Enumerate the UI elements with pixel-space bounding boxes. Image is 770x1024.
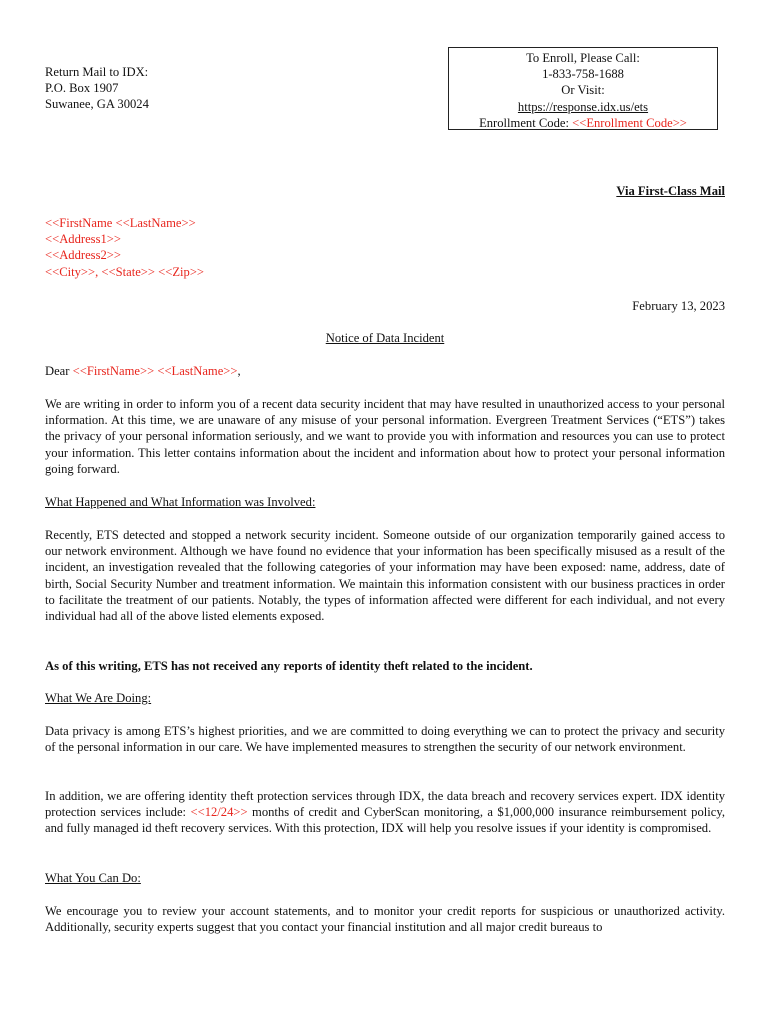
recipient-address1: <<Address1>> bbox=[45, 232, 121, 247]
months-placeholder: <<12/24>> bbox=[190, 805, 248, 820]
section-what-happened-heading: What Happened and What Information was Involved: bbox=[45, 495, 316, 509]
salutation-prefix: Dear bbox=[45, 364, 73, 378]
return-address-line3: Suwanee, GA 30024 bbox=[45, 97, 149, 112]
idx-services-text-part1: In addition, we are offering identity theft protection services through IDX, the data breach and recovery services expert. IDX identity protection services include: bbox=[45, 789, 725, 820]
idx-services-text-part2: months of credit and CyberScan monitoring, a $1,000,000 insurance reimbursement policy, and fully managed id theft recovery services. With this protection, IDX will help you resolve issues if your identity is compromised. bbox=[45, 805, 725, 836]
section-what-happened-body: Recently, ETS detected and stopped a network security incident. Someone outside of our organization temporarily gained access to our network environment. Although we have found no evidence that your information has been specifically misused as a result of the incident, an investigation revealed that the following categories of your information may have been exposed: name, address, date of birth, Social Security Number and treatment information. We maintain this information consistent with our business practices in order to facilitate the treatment of our patients. Notably, the types of information affected were different for each individual, and not every individual had all of the above listed elements exposed. bbox=[45, 528, 725, 624]
section-what-you-can-do-body: We encourage you to review your account statements, and to monitor your credit reports for suspicious or unauthorized activity. Additionally, security experts suggest that you contact your financial institution and all major credit bureaus to bbox=[45, 904, 725, 935]
return-address bbox=[45, 64, 295, 113]
enrollment-box bbox=[448, 47, 718, 130]
section-what-we-are-doing-body1: Data privacy is among ETS’s highest priorities, and we are committed to doing everything we can to protect the privacy and security of the personal information in our care. We have implemented measures to strengthen the security of our network environment. bbox=[45, 724, 725, 755]
delivery-method: Via First-Class Mail bbox=[616, 184, 725, 198]
salutation-suffix: , bbox=[237, 364, 241, 378]
section-what-you-can-do-heading: What You Can Do: bbox=[45, 871, 141, 885]
recipient-address bbox=[45, 215, 204, 280]
enrollment-code-placeholder: <<Enrollment Code>> bbox=[572, 115, 687, 130]
return-address-line1: Return Mail to IDX: bbox=[45, 65, 149, 79]
enroll-url-link[interactable]: https://response.idx.us/ets bbox=[517, 99, 649, 114]
identity-theft-statement: As of this writing, ETS has not received any reports of identity theft related to the incident. bbox=[45, 659, 533, 673]
letter-date: February 13, 2023 bbox=[632, 299, 725, 313]
recipient-city-state-zip: <<City>>, <<State>> <<Zip>> bbox=[45, 264, 205, 279]
recipient-address2: <<Address2>> bbox=[45, 248, 121, 263]
recipient-name: <<FirstName <<LastName>> bbox=[45, 216, 196, 230]
letter-title: Notice of Data Incident bbox=[325, 331, 445, 345]
enroll-call-label: To Enroll, Please Call: bbox=[526, 51, 640, 65]
enroll-visit-label: Or Visit: bbox=[561, 83, 605, 98]
section-what-we-are-doing-heading: What We Are Doing: bbox=[45, 691, 152, 705]
return-address-line2: P.O. Box 1907 bbox=[45, 81, 119, 96]
intro-paragraph: We are writing in order to inform you of a recent data security incident that may have resulted in unauthorized access to your personal information. At this time, we are unaware of any misuse of your personal information. Evergreen Treatment Services (“ETS”) takes the privacy of your personal information seriously, and we want to provide you with information and resources you can use to protect your information. This letter contains information about the incident and information about how to protect your personal information going forward. bbox=[45, 397, 725, 476]
enrollment-code bbox=[449, 115, 717, 131]
section-what-we-are-doing-body2 bbox=[45, 788, 725, 837]
salutation bbox=[45, 363, 725, 379]
enroll-phone: 1-833-758-1688 bbox=[542, 67, 624, 82]
enrollment-code-label: Enrollment Code: bbox=[479, 115, 573, 130]
salutation-name: <<FirstName>> <<LastName>> bbox=[72, 364, 238, 378]
